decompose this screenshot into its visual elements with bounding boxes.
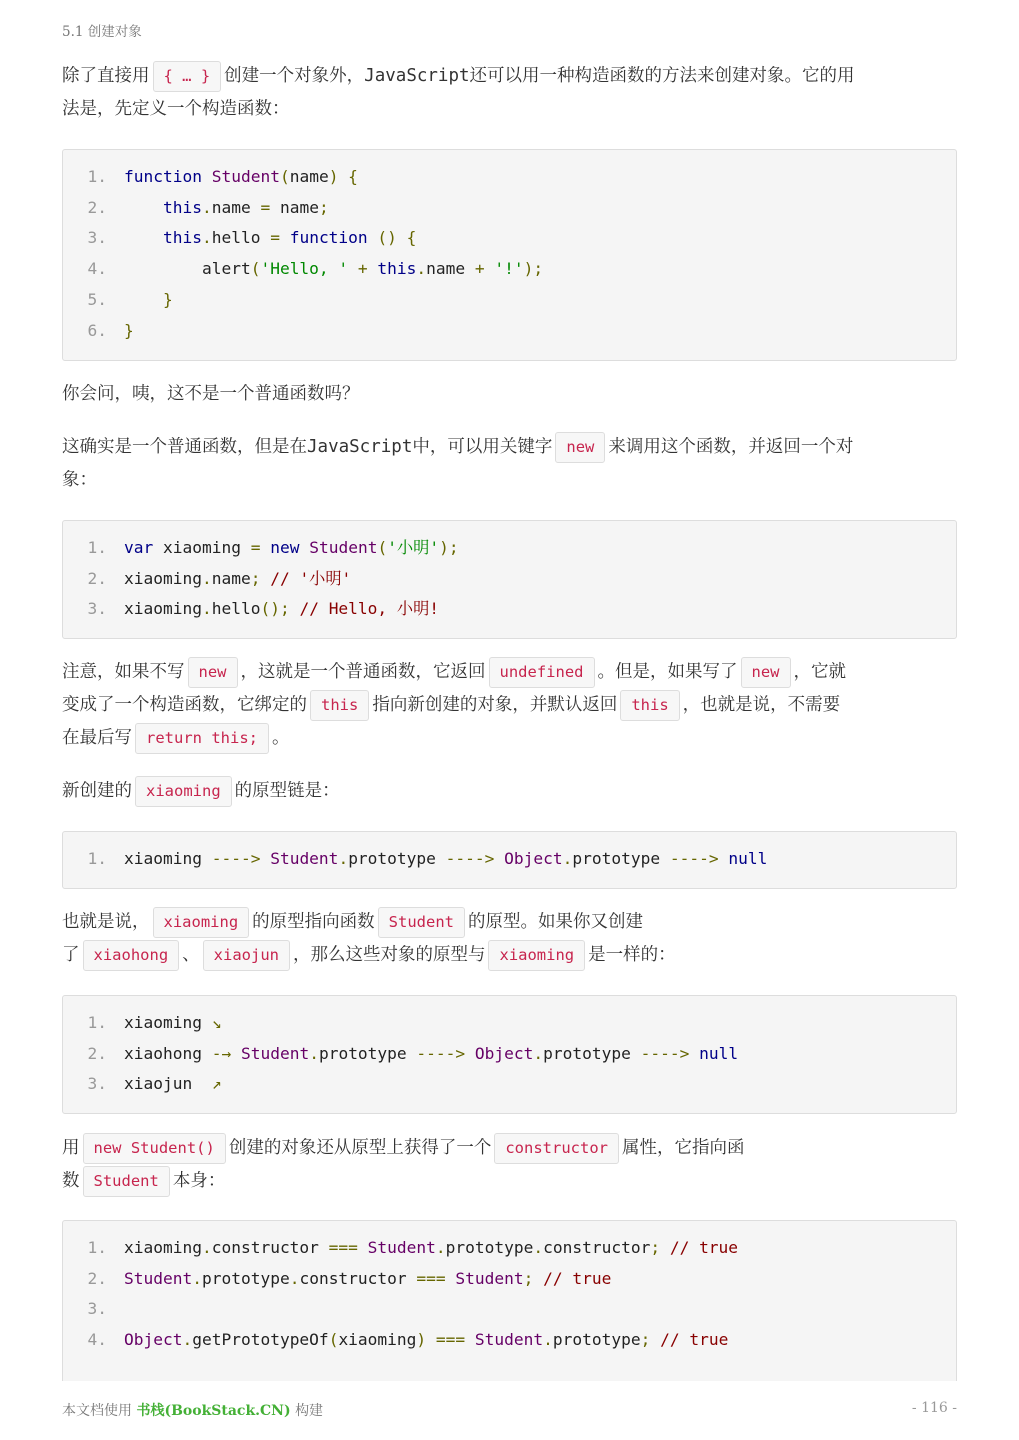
code-token: . bbox=[201, 197, 212, 217]
code-comment: // true bbox=[660, 1330, 729, 1350]
code-token bbox=[202, 167, 212, 186]
paragraph-text: ，也就是说，不需要 bbox=[682, 695, 841, 715]
code-token: Student bbox=[124, 1268, 193, 1288]
arrow-right-icon: -→ bbox=[211, 1043, 232, 1063]
inline-code: { … } bbox=[153, 61, 222, 92]
code-line bbox=[63, 594, 439, 625]
inline-code: xiaojun bbox=[203, 940, 290, 971]
code-token bbox=[241, 538, 251, 557]
code-token: xiaoming bbox=[124, 599, 202, 619]
paragraph-text: 除了直接用 bbox=[62, 66, 150, 86]
code-token bbox=[260, 569, 270, 588]
code-token: Object bbox=[124, 1330, 183, 1350]
code-token bbox=[660, 1238, 670, 1257]
line-number: 4. bbox=[87, 259, 107, 279]
code-comment: // '小明' bbox=[270, 568, 352, 588]
paragraph-line bbox=[62, 431, 957, 464]
code-token: xiaojun bbox=[124, 1074, 193, 1094]
code-token: new bbox=[270, 538, 300, 557]
line-number: 3. bbox=[87, 228, 107, 248]
code-token: prototype bbox=[318, 1043, 407, 1063]
code-token: ) bbox=[416, 1330, 427, 1350]
paragraph-line bbox=[62, 1132, 957, 1165]
code-token bbox=[192, 1074, 212, 1093]
paragraph-text: 还可以用一种构造函数的方法来创建对象。它的用 bbox=[469, 66, 855, 86]
code-token bbox=[319, 1238, 329, 1257]
paragraph-line bbox=[62, 1165, 957, 1198]
bookstack-link[interactable]: 书栈(BookStack.CN) bbox=[136, 1403, 291, 1419]
code-token: prototype bbox=[201, 1268, 290, 1288]
code-token: '!' bbox=[494, 259, 524, 279]
arrow-up-right-icon: ↗ bbox=[211, 1074, 222, 1094]
paragraph-line: 法是，先定义一个构造函数： bbox=[62, 99, 290, 119]
code-token bbox=[631, 1044, 641, 1063]
paragraph-text: 创建的对象还从原型上获得了一个 bbox=[228, 1138, 492, 1158]
page-number: - 116 - bbox=[911, 1400, 957, 1416]
code-token: name bbox=[426, 259, 466, 279]
inline-code: xiaoming bbox=[488, 940, 585, 971]
code-token bbox=[260, 849, 270, 868]
code-token: Object bbox=[474, 1043, 534, 1063]
code-token: name bbox=[289, 167, 329, 186]
code-token: === bbox=[328, 1238, 358, 1257]
line-number: 1. bbox=[87, 849, 107, 868]
line-number: 2. bbox=[87, 568, 107, 588]
paragraph-new-keyword bbox=[62, 431, 957, 497]
code-comment: // true bbox=[669, 1238, 739, 1257]
paragraph-line: 象： bbox=[62, 470, 97, 490]
code-token: function bbox=[289, 228, 368, 248]
code-token: hello bbox=[211, 599, 261, 619]
line-number: 3. bbox=[87, 599, 107, 619]
inline-code: Student bbox=[83, 1166, 170, 1197]
code-line bbox=[63, 1039, 738, 1070]
code-token: { bbox=[338, 167, 358, 186]
code-token: this bbox=[377, 259, 417, 279]
paragraph-constructor bbox=[62, 1132, 957, 1198]
paragraph-without-new bbox=[62, 656, 957, 755]
paragraph-question: 你会问，咦，这不是一个普通函数吗？ bbox=[62, 384, 360, 404]
code-token: + bbox=[474, 259, 485, 279]
code-token: function bbox=[124, 167, 202, 186]
paragraph-text: 在最后写 bbox=[62, 728, 132, 748]
code-token: null bbox=[728, 849, 768, 868]
inline-code: new bbox=[188, 657, 238, 688]
line-number: 3. bbox=[87, 1299, 107, 1319]
code-line bbox=[63, 316, 134, 347]
code-token bbox=[689, 1044, 699, 1063]
code-token bbox=[719, 849, 729, 868]
code-token bbox=[280, 228, 290, 247]
code-block-shared-chain bbox=[62, 995, 957, 1114]
code-token: ----> bbox=[445, 849, 495, 868]
paragraph-text: 指向新创建的对象，并默认返回 bbox=[372, 695, 618, 715]
code-token bbox=[124, 228, 163, 247]
code-token: constructor bbox=[543, 1238, 651, 1257]
line-number: 2. bbox=[87, 1268, 107, 1288]
code-token bbox=[465, 259, 475, 278]
paragraph-text: 。 bbox=[271, 728, 290, 748]
code-token bbox=[124, 290, 163, 309]
code-line bbox=[63, 564, 351, 595]
code-token: ; bbox=[650, 1238, 661, 1257]
footer-prefix: 本文档使用 bbox=[62, 1403, 132, 1419]
paragraph-text: 变成了一个构造函数，它绑定的 bbox=[62, 695, 307, 715]
code-token bbox=[368, 259, 378, 278]
code-line bbox=[63, 844, 767, 875]
code-token: Object bbox=[504, 849, 563, 868]
code-token: getPrototypeOf bbox=[192, 1330, 329, 1350]
inline-code: return this; bbox=[135, 723, 269, 754]
code-block-new-student bbox=[62, 520, 957, 639]
code-token: === bbox=[435, 1330, 466, 1350]
code-token: xiaohong bbox=[124, 1043, 202, 1063]
paragraph-text: 本身： bbox=[172, 1171, 226, 1191]
paragraph-line bbox=[62, 906, 957, 939]
code-block-constructor-check bbox=[62, 1220, 957, 1381]
code-token bbox=[251, 198, 261, 217]
code-line bbox=[63, 223, 416, 254]
code-token bbox=[446, 1269, 456, 1288]
inline-code: xiaohong bbox=[83, 940, 180, 971]
inline-code: undefined bbox=[489, 657, 595, 688]
paragraph-line bbox=[62, 722, 957, 755]
paragraph-line bbox=[62, 656, 957, 689]
paragraph-text: JavaScript bbox=[307, 437, 413, 457]
code-token bbox=[660, 849, 670, 868]
code-token: Student bbox=[270, 849, 339, 868]
paragraph-text: ，这就是一个普通函数，它返回 bbox=[240, 662, 486, 682]
code-token bbox=[485, 259, 495, 278]
code-token bbox=[153, 538, 163, 557]
code-token: ----> bbox=[640, 1043, 690, 1063]
code-token: prototype bbox=[572, 849, 661, 868]
code-token: name bbox=[211, 197, 251, 217]
inline-code: new bbox=[741, 657, 791, 688]
code-line bbox=[63, 193, 329, 224]
code-token: name bbox=[211, 568, 251, 588]
inline-code: new bbox=[555, 432, 605, 463]
code-token: alert bbox=[201, 259, 251, 279]
code-token bbox=[260, 538, 270, 557]
line-number: 5. bbox=[87, 289, 107, 309]
code-token: 'Hello, ' bbox=[260, 259, 349, 279]
line-number: 3. bbox=[87, 1074, 107, 1094]
code-token bbox=[231, 1044, 241, 1063]
code-token: = bbox=[260, 197, 271, 217]
code-token bbox=[348, 259, 358, 278]
code-token: prototype bbox=[543, 1043, 631, 1063]
code-token: hello bbox=[211, 228, 261, 248]
code-token: prototype bbox=[445, 1238, 534, 1257]
code-token: ----> bbox=[416, 1043, 466, 1063]
code-token: ( bbox=[250, 259, 261, 279]
code-line bbox=[63, 1008, 221, 1039]
code-line bbox=[63, 285, 173, 316]
code-token: ( bbox=[328, 1330, 339, 1350]
code-token: xiaoming bbox=[338, 1330, 417, 1350]
code-token: + bbox=[357, 259, 368, 279]
code-token: . bbox=[182, 1330, 193, 1350]
paragraph-text: 也就是说， bbox=[62, 912, 150, 932]
code-token: } bbox=[162, 289, 173, 309]
code-token: xiaoming bbox=[124, 1238, 202, 1257]
code-token: { bbox=[396, 228, 417, 248]
code-token bbox=[202, 1044, 212, 1063]
paragraph-text: 注意，如果不写 bbox=[62, 662, 185, 682]
arrow-down-right-icon: ↘ bbox=[211, 1013, 222, 1032]
code-token: xiaoming bbox=[124, 568, 202, 588]
footer-suffix: 构建 bbox=[295, 1403, 324, 1419]
code-token: Student bbox=[367, 1238, 436, 1257]
code-token: = bbox=[250, 538, 261, 557]
code-line bbox=[63, 1233, 738, 1264]
code-token bbox=[124, 198, 163, 217]
code-token: ----> bbox=[669, 849, 719, 868]
code-token: ); bbox=[439, 538, 459, 557]
code-token bbox=[368, 228, 378, 247]
code-token: constructor bbox=[299, 1268, 407, 1288]
paragraph-text: ，它就 bbox=[793, 662, 846, 682]
code-token: . bbox=[416, 259, 427, 279]
code-token bbox=[465, 1330, 475, 1349]
code-token: var bbox=[124, 538, 154, 557]
inline-code: xiaoming bbox=[135, 776, 232, 807]
code-token: this bbox=[162, 197, 202, 217]
code-line bbox=[63, 162, 358, 193]
code-token bbox=[426, 1330, 436, 1349]
code-token: === bbox=[416, 1268, 446, 1288]
code-comment: // Hello, 小明! bbox=[299, 599, 440, 619]
code-token: ----> bbox=[211, 849, 261, 868]
code-line bbox=[63, 1264, 611, 1295]
code-token bbox=[124, 259, 202, 278]
code-token: Student bbox=[211, 167, 280, 186]
code-token: . bbox=[201, 1238, 212, 1257]
code-token bbox=[407, 1269, 417, 1288]
code-token: . bbox=[201, 599, 212, 619]
paragraph-text: 、 bbox=[182, 945, 200, 965]
line-number: 1. bbox=[87, 1013, 107, 1032]
code-token: xiaoming bbox=[163, 538, 241, 557]
line-number: 1. bbox=[87, 538, 107, 557]
code-token: . bbox=[533, 1238, 544, 1257]
code-token bbox=[436, 849, 446, 868]
code-token bbox=[494, 849, 504, 868]
line-number: 1. bbox=[87, 167, 107, 186]
code-token: ) bbox=[328, 167, 339, 186]
code-token: . bbox=[201, 568, 212, 588]
code-token: ; bbox=[523, 1268, 534, 1288]
code-comment: // true bbox=[543, 1268, 612, 1288]
paragraph-text: 。但是，如果写了 bbox=[597, 662, 738, 682]
code-line bbox=[63, 533, 459, 564]
code-token: this bbox=[162, 228, 202, 248]
code-token: . bbox=[309, 1043, 319, 1063]
paragraph-text: JavaScript bbox=[364, 66, 470, 86]
paragraph-text: ，那么这些对象的原型与 bbox=[292, 945, 486, 965]
code-token: . bbox=[562, 849, 573, 868]
code-token: ( bbox=[377, 538, 388, 557]
code-line bbox=[63, 1069, 221, 1100]
paragraph-intro bbox=[62, 60, 957, 126]
code-line bbox=[63, 1294, 124, 1325]
code-block-prototype-chain bbox=[62, 831, 957, 889]
paragraph-text: 了 bbox=[62, 945, 80, 965]
code-token: ; bbox=[640, 1330, 651, 1350]
code-token: null bbox=[699, 1043, 739, 1063]
code-token: () bbox=[377, 228, 397, 248]
inline-code: xiaoming bbox=[153, 907, 250, 938]
paragraph-line bbox=[62, 60, 957, 93]
section-header: 5.1 创建对象 bbox=[62, 24, 142, 40]
paragraph-text: 中，可以用关键字 bbox=[412, 437, 553, 457]
paragraph-text: 用 bbox=[62, 1138, 80, 1158]
paragraph-text: 的原型。如果你又创建 bbox=[467, 912, 643, 932]
inline-code: constructor bbox=[494, 1133, 619, 1164]
code-token bbox=[358, 1238, 368, 1257]
code-token: . bbox=[201, 228, 212, 248]
paragraph-line bbox=[62, 939, 957, 972]
code-token: xiaoming bbox=[124, 849, 202, 868]
paragraph-text: 是一样的： bbox=[588, 945, 676, 965]
code-token: (); bbox=[260, 599, 290, 619]
paragraph-text: 属性，它指向函 bbox=[621, 1138, 745, 1158]
code-token bbox=[202, 849, 212, 868]
code-token: . bbox=[338, 849, 349, 868]
code-token bbox=[260, 228, 270, 247]
code-block-constructor bbox=[62, 149, 957, 361]
code-line bbox=[63, 1325, 728, 1356]
code-token: Student bbox=[455, 1268, 524, 1288]
code-line bbox=[63, 254, 543, 285]
code-token bbox=[299, 538, 309, 557]
line-number: 1. bbox=[87, 1238, 107, 1257]
code-token: Student bbox=[309, 538, 378, 557]
code-token: ; bbox=[318, 197, 329, 217]
code-token bbox=[650, 1330, 660, 1349]
paragraph-prototype-chain bbox=[62, 775, 957, 808]
code-token: . bbox=[192, 1268, 202, 1288]
paragraph-text: 新创建的 bbox=[62, 781, 132, 801]
code-token bbox=[202, 1013, 212, 1032]
code-token: name bbox=[279, 197, 319, 217]
code-token bbox=[290, 599, 300, 618]
code-token: ( bbox=[279, 167, 290, 186]
code-token: . bbox=[543, 1330, 553, 1350]
code-token: Student bbox=[474, 1330, 544, 1350]
inline-code: new Student() bbox=[83, 1133, 226, 1164]
code-token: . bbox=[435, 1238, 446, 1257]
paragraph-text: 的原型链是： bbox=[234, 781, 340, 801]
footer-credit bbox=[62, 1400, 323, 1420]
line-number: 2. bbox=[87, 1043, 107, 1063]
code-token: . bbox=[533, 1043, 544, 1063]
code-token: constructor bbox=[211, 1238, 319, 1257]
code-token: . bbox=[289, 1268, 300, 1288]
code-token: Student bbox=[240, 1043, 310, 1063]
code-token bbox=[465, 1044, 475, 1063]
inline-code: this bbox=[620, 690, 679, 721]
code-token bbox=[533, 1269, 543, 1288]
line-number: 6. bbox=[87, 320, 107, 340]
code-token bbox=[270, 198, 280, 217]
code-token: ); bbox=[523, 259, 544, 279]
paragraph-text: 的原型指向函数 bbox=[252, 912, 375, 932]
paragraph-line bbox=[62, 689, 957, 722]
code-token bbox=[407, 1044, 417, 1063]
paragraph-text: 来调用这个函数，并返回一个对 bbox=[608, 437, 854, 457]
code-token: ; bbox=[250, 568, 261, 588]
code-token: = bbox=[270, 228, 280, 248]
code-token: prototype bbox=[552, 1330, 641, 1350]
code-token: '小明' bbox=[387, 538, 440, 557]
line-number: 4. bbox=[87, 1330, 107, 1350]
code-token: prototype bbox=[348, 849, 436, 868]
inline-code: Student bbox=[378, 907, 465, 938]
paragraph-text: 数 bbox=[62, 1171, 80, 1191]
paragraph-text: 这确实是一个普通函数，但是在 bbox=[62, 437, 307, 457]
inline-code: this bbox=[310, 690, 369, 721]
paragraph-text: 创建一个对象外， bbox=[224, 66, 365, 86]
code-token: xiaoming bbox=[124, 1013, 202, 1032]
line-number: 2. bbox=[87, 197, 107, 217]
paragraph-shared-prototype bbox=[62, 906, 957, 972]
code-token: } bbox=[124, 320, 134, 340]
